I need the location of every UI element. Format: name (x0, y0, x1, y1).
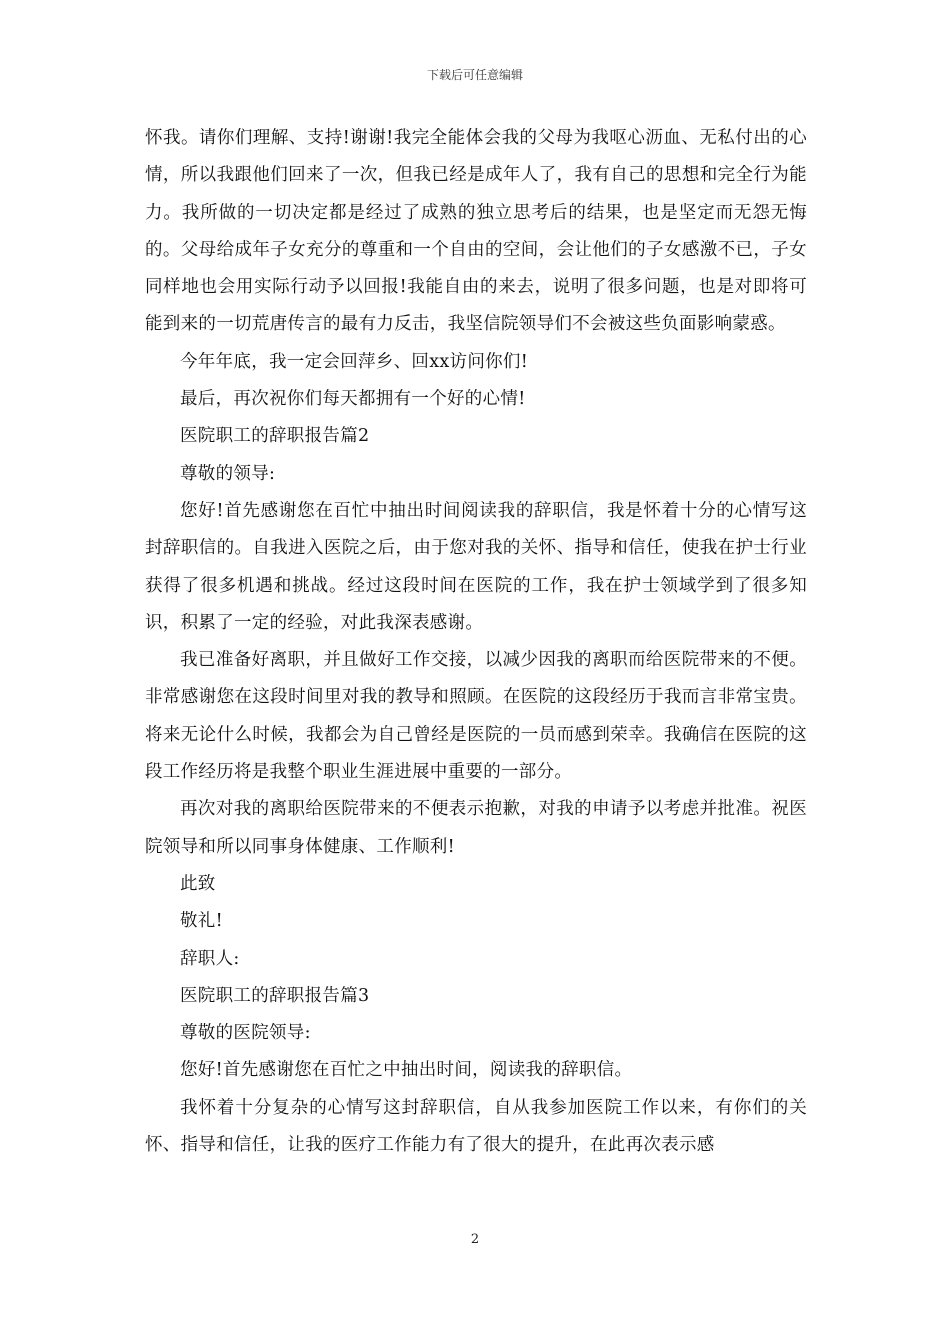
paragraph: 辞职人: (180, 948, 240, 969)
paragraph: 敬礼! (180, 911, 223, 932)
paragraph: 最后，再次祝你们每天都拥有一个好的心情! (180, 389, 526, 410)
paragraph: 医院职工的辞职报告篇3 (180, 985, 370, 1006)
paragraph: 怀我。请你们理解、支持!谢谢!我完全能体会我的父母为我呕心沥血、无私付出的心情，所以我跟他们回来了一次，但我已经是成年人了，我有自己的思想和完全行为能力。我所做的一切决定都是经过了成熟的独立思考后的结果，也是坚定而无怨无悔的。父母给成年子女充分的尊重和一个自由的空间，会让他们的子女感激不已，子女同样地也会用实际行动予以回报!我能自由的来去，说明了很多问题，也是对即将可能到来的一切荒唐传言的最有力反击，我坚信院领导们不会被这些负面影响蒙惑。 (145, 128, 807, 335)
page-number: 2 (470, 1232, 480, 1247)
page-header: 下载后可任意编辑 (426, 68, 523, 82)
paragraph: 我怀着十分复杂的心情写这封辞职信，自从我参加医院工作以来，有你们的关怀、指导和信任，让我的医疗工作能力有了很大的提升，在此再次表示感 (145, 1097, 807, 1156)
paragraph: 再次对我的离职给医院带来的不便表示抱歉，对我的申请予以考虑并批准。祝医院领导和所以同事身体健康、工作顺利! (145, 799, 807, 857)
paragraph: 尊敬的医院领导: (180, 1023, 311, 1044)
paragraph: 此致 (180, 873, 216, 894)
paragraph: 您好!首先感谢您在百忙之中抽出时间，阅读我的辞职信。 (180, 1060, 633, 1081)
paragraph: 医院职工的辞职报告篇2 (180, 426, 370, 447)
document-body (145, 120, 807, 1164)
paragraph: 我已准备好离职，并且做好工作交接，以减少因我的离职而给医院带来的不便。非常感谢您在这段时间里对我的教导和照顾。在医院的这段经历于我而言非常宝贵。将来无论什么时候，我都会为自己曾经是医院的一员而感到荣幸。我确信在医院的这段工作经历将是我整个职业生涯进展中重要的一部分。 (145, 650, 807, 783)
paragraph: 尊敬的领导: (180, 463, 276, 484)
paragraph: 今年年底，我一定会回萍乡、回xx访问你们! (180, 351, 529, 372)
paragraph: 您好!首先感谢您在百忙中抽出时间阅读我的辞职信，我是怀着十分的心情写这封辞职信的。自我进入医院之后，由于您对我的关怀、指导和信任，使我在护士行业获得了很多机遇和挑战。经过这段时间在医院的工作，我在护士领域学到了很多知识，积累了一定的经验，对此我深表感谢。 (145, 500, 807, 633)
